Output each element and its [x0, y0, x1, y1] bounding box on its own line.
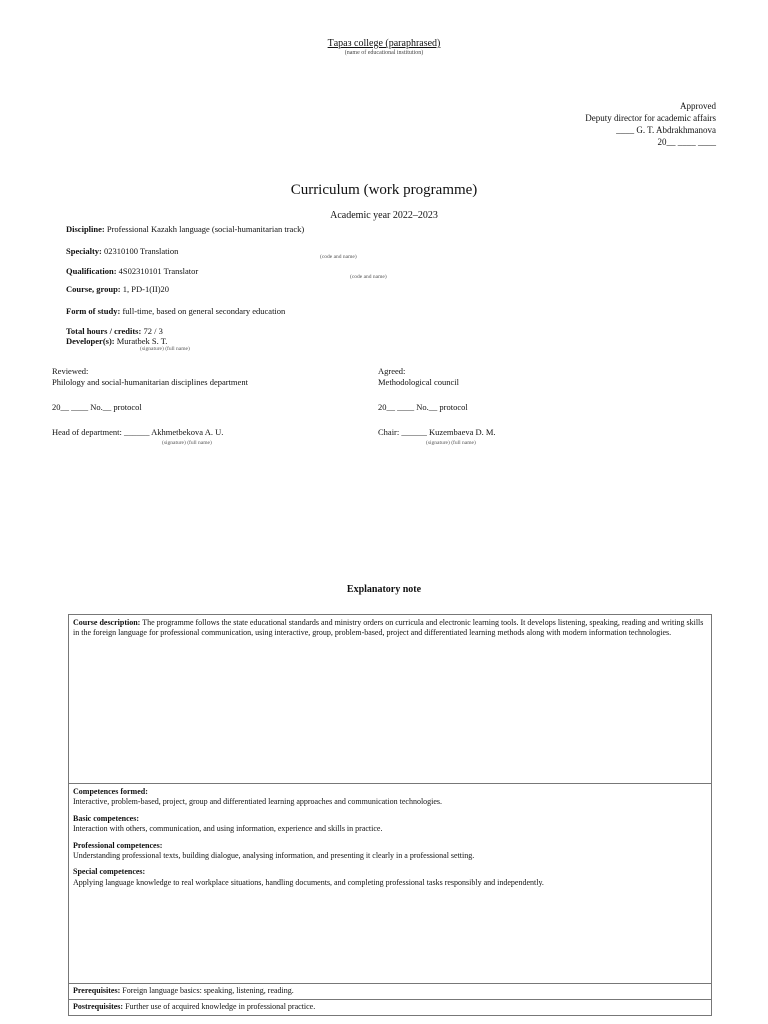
post-label: Postrequisites: [73, 1002, 124, 1011]
course-row [66, 284, 169, 294]
review-right-protocol: 20__ ____ No.__ protocol [378, 402, 468, 412]
formed-label: Competences formed: [73, 787, 148, 796]
special-text: Applying language knowledge to real workplace situations, handling documents, and completing professional tasks responsibly and independently. [73, 877, 544, 887]
course-description-box [68, 614, 712, 784]
discipline-value: Professional Kazakh language (social-humanitarian track) [106, 224, 305, 234]
developer-row [66, 336, 167, 346]
discipline-row [66, 224, 304, 234]
review-right-sign: Chair: ______ Kuzembaeva D. M. [378, 427, 496, 437]
prerequisites-row [68, 984, 712, 1000]
approval-position: Deputy director for academic affairs [585, 113, 716, 123]
college-caption: (name of educational institution) [344, 50, 424, 56]
developer-note: (signature) (full name) [140, 346, 190, 352]
approval-block [585, 100, 716, 148]
explanatory-title: Explanatory note [346, 584, 422, 595]
qualification-note: (code and name) [350, 274, 387, 280]
academic-year: Academic year 2022–2023 [330, 210, 438, 221]
course-label: Course, group: [66, 284, 121, 294]
review-right-body: Methodological council [378, 377, 459, 387]
qualification-value: 4S02310101 Translator [118, 266, 199, 276]
approval-title: Approved [680, 101, 716, 111]
form-value: full-time, based on general secondary education [122, 306, 286, 316]
developer-value: Muratbek S. T. [116, 336, 168, 346]
review-right [378, 366, 496, 449]
postrequisites-row [68, 1000, 712, 1016]
basic-text: Interaction with others, communication, and using information, experience and skills in practice. [73, 824, 383, 834]
review-left-sign: Head of department: ______ Akhmetbekova A. U. [52, 427, 224, 437]
course-value: 1, PD-1(II)20 [122, 284, 170, 294]
developer-label: Developer(s): [66, 336, 115, 346]
specialty-row [66, 246, 178, 256]
review-left-protocol: 20__ ____ No.__ protocol [52, 402, 142, 412]
document-title: Curriculum (work programme) [290, 182, 478, 198]
review-left-note: (signature) (full name) [162, 440, 212, 446]
prof-label: Professional competences: [73, 840, 163, 850]
basic-label: Basic competences: [73, 813, 139, 823]
college-name: Tараз college (paraphrased) [327, 38, 441, 49]
post-text: Further use of acquired knowledge in professional practice. [125, 1002, 316, 1011]
pre-label: Prerequisites: [73, 986, 121, 995]
review-left-body: Philology and social-humanitarian disciplines department [52, 377, 248, 387]
special-label: Special competences: [73, 867, 146, 877]
pre-text: Foreign language basics: speaking, listening, reading. [122, 986, 294, 995]
hours-value: 72 / 3 [143, 326, 163, 336]
main-label: Course description: [73, 618, 141, 627]
approval-signer: ____ G. T. Abdrakhmanova [616, 125, 716, 135]
prof-text: Understanding professional texts, building dialogue, analysing information, and presenting it clearly in a professional setting. [73, 851, 475, 861]
review-right-note: (signature) (full name) [426, 440, 476, 446]
qualification-row [66, 266, 198, 276]
specialty-value: 02310100 Translation [104, 246, 179, 256]
review-right-head: Agreed: [378, 366, 406, 376]
discipline-label: Discipline: [66, 224, 105, 234]
main-text: The programme follows the state educational standards and ministry orders on curricula and electronic learning tools. It develops listening, speaking, reading and writing skills in the foreign language for professional communication, using interactive, group, problem-based, project and differentiated learning methods along with modern information technologies. [73, 618, 704, 638]
specialty-label: Specialty: [66, 246, 102, 256]
formed-text: Interactive, problem-based, project, group and differentiated learning approaches and communication technologies. [73, 797, 443, 807]
specialty-note: (code and name) [320, 254, 357, 260]
hours-row [66, 326, 163, 336]
form-label: Form of study: [66, 306, 121, 316]
competences-box [68, 784, 712, 984]
qualification-label: Qualification: [66, 266, 117, 276]
review-left-head: Reviewed: [52, 366, 89, 376]
approval-date: 20__ ____ ____ [657, 137, 716, 147]
form-row [66, 306, 285, 316]
review-left [52, 366, 248, 449]
hours-label: Total hours / credits: [66, 326, 142, 336]
